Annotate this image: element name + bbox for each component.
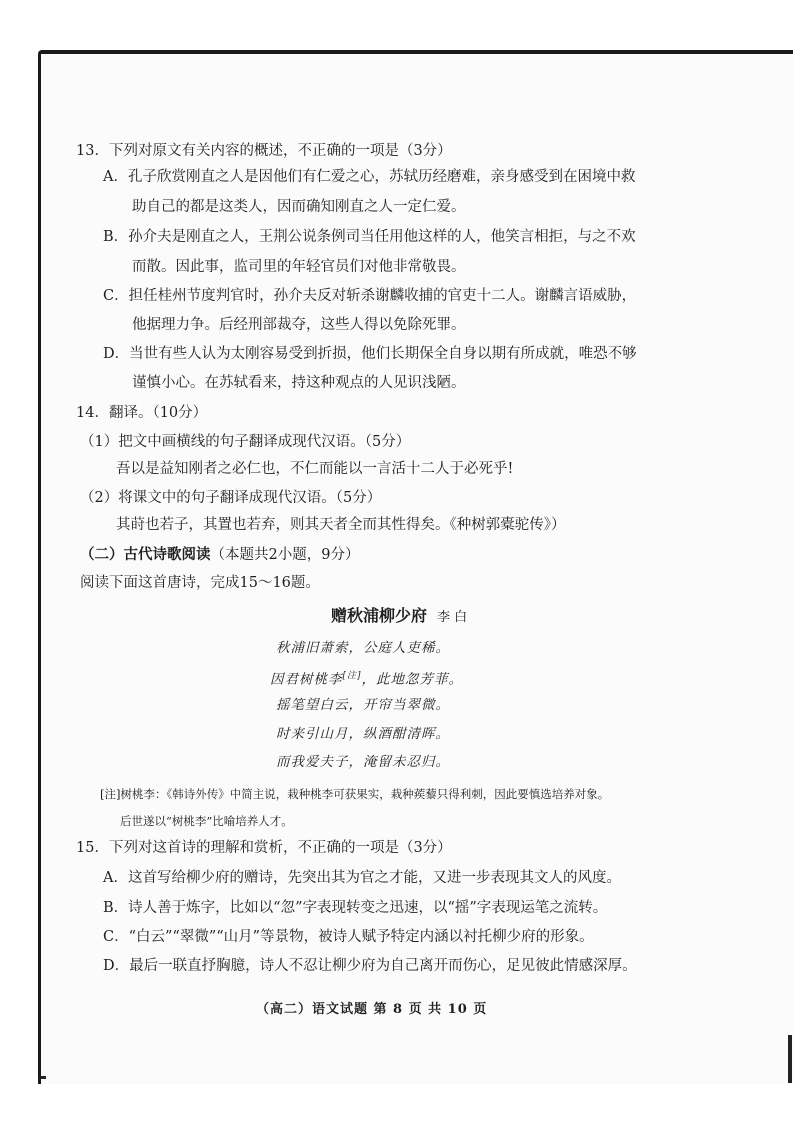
question-15-stem: 15．下列对这首诗的理解和赏析，不正确的一项是（3分）	[76, 840, 452, 856]
scan-edge-mark	[788, 1035, 792, 1083]
section-heading-info: （本题共2小题，9分）	[210, 547, 360, 563]
q14-part1-sentence: 吾以是益知刚者之必仁也，不仁而能以一言活十二人于必死乎!	[116, 461, 514, 477]
poem-line-5: 而我爱夫子，淹留未忍归。	[276, 754, 450, 770]
q14-part2-prompt: （2）将课文中的句子翻译成现代汉语。（5分）	[80, 490, 382, 506]
poem-line-2-part1: 因君树桃李	[270, 671, 343, 688]
poem-line-3: 摇笔望白云，开帘当翠微。	[276, 697, 450, 713]
q13-option-d-line1: D．当世有些人认为太刚容易受到折损，他们长期保全自身以期有所成就，唯恐不够	[103, 346, 637, 362]
question-14-stem: 14．翻译。（10分）	[76, 405, 208, 421]
q13-option-b-line2: 而散。因此事，监司里的年轻官员们对他非常敬畏。	[132, 259, 466, 275]
poem-line-1: 秋浦旧萧索，公庭人吏稀。	[276, 640, 450, 656]
scan-corner-mark	[38, 1076, 46, 1079]
q15-option-c: C．“白云”“翠微”“山月”等景物，被诗人赋予特定内涵以衬托柳少府的形象。	[103, 929, 594, 945]
poem-annotation-line2: 后世遂以“树桃李”比喻培养人才。	[120, 814, 293, 828]
poem-line-2	[270, 666, 463, 690]
q14-part2-sentence: 其莳也若子，其置也若弃，则其天者全而其性得矣。《种树郭橐驼传》）	[116, 517, 566, 533]
poem-title-line	[331, 606, 467, 628]
page-footer: （高二）语文试题 第 8 页 共 10 页	[256, 1002, 488, 1017]
poem-title: 赠秋浦柳少府	[331, 606, 428, 625]
q15-option-b: B．诗人善于炼字，比如以“忽”字表现转变之迅速，以“摇”字表现运笔之流转。	[103, 900, 608, 916]
q15-option-d: D．最后一联直抒胸臆，诗人不忍让柳少府为自己离开而伤心，足见彼此情感深厚。	[103, 958, 637, 974]
q14-part1-prompt: （1）把文中画横线的句子翻译成现代汉语。（5分）	[80, 434, 411, 450]
poem-author: 李 白	[437, 610, 468, 625]
q13-option-b-line1: B．孙介夫是刚直之人，王荆公说条例司当任用他这样的人，他笑言相拒，与之不欢	[103, 229, 636, 245]
q15-option-a: A．这首写给柳少府的赠诗，先突出其为官之才能，又进一步表现其文人的风度。	[103, 870, 621, 886]
poem-line-4: 时来引山月，纵酒酣清晖。	[276, 726, 450, 742]
question-13-stem: 13．下列对原文有关内容的概述，不正确的一项是（3分）	[76, 143, 452, 159]
q13-option-c-line1: C．担任桂州节度判官时，孙介夫反对斩杀谢麟收捕的官吏十二人。谢麟言语威胁，	[103, 288, 637, 304]
poem-line-2-part2: ，此地忽芳菲。	[361, 671, 464, 688]
section-heading-title: （二）古代诗歌阅读	[80, 546, 211, 563]
section-heading	[80, 545, 359, 565]
section-intro: 阅读下面这首唐诗，完成15～16题。	[80, 575, 320, 591]
q13-option-d-line2: 谨慎小心。在苏轼看来，持这种观点的人见识浅陋。	[132, 375, 466, 391]
q13-option-a-line1: A．孔子欣赏刚直之人是因他们有仁爱之心，苏轼历经磨难，亲身感受到在困境中救	[103, 169, 636, 185]
q13-option-c-line2: 他据理力争。后经刑部裁夺，这些人得以免除死罪。	[132, 317, 466, 333]
poem-note-marker: [注]	[342, 671, 362, 681]
q13-option-a-line2: 助自己的都是这类人，因而确知刚直之人一定仁爱。	[132, 199, 466, 215]
poem-annotation-line1: [注]树桃李：《韩诗外传》中简主说，栽种桃李可获果实，栽种蒺藜只得利刺，因此要慎选培养对象。	[100, 787, 610, 801]
